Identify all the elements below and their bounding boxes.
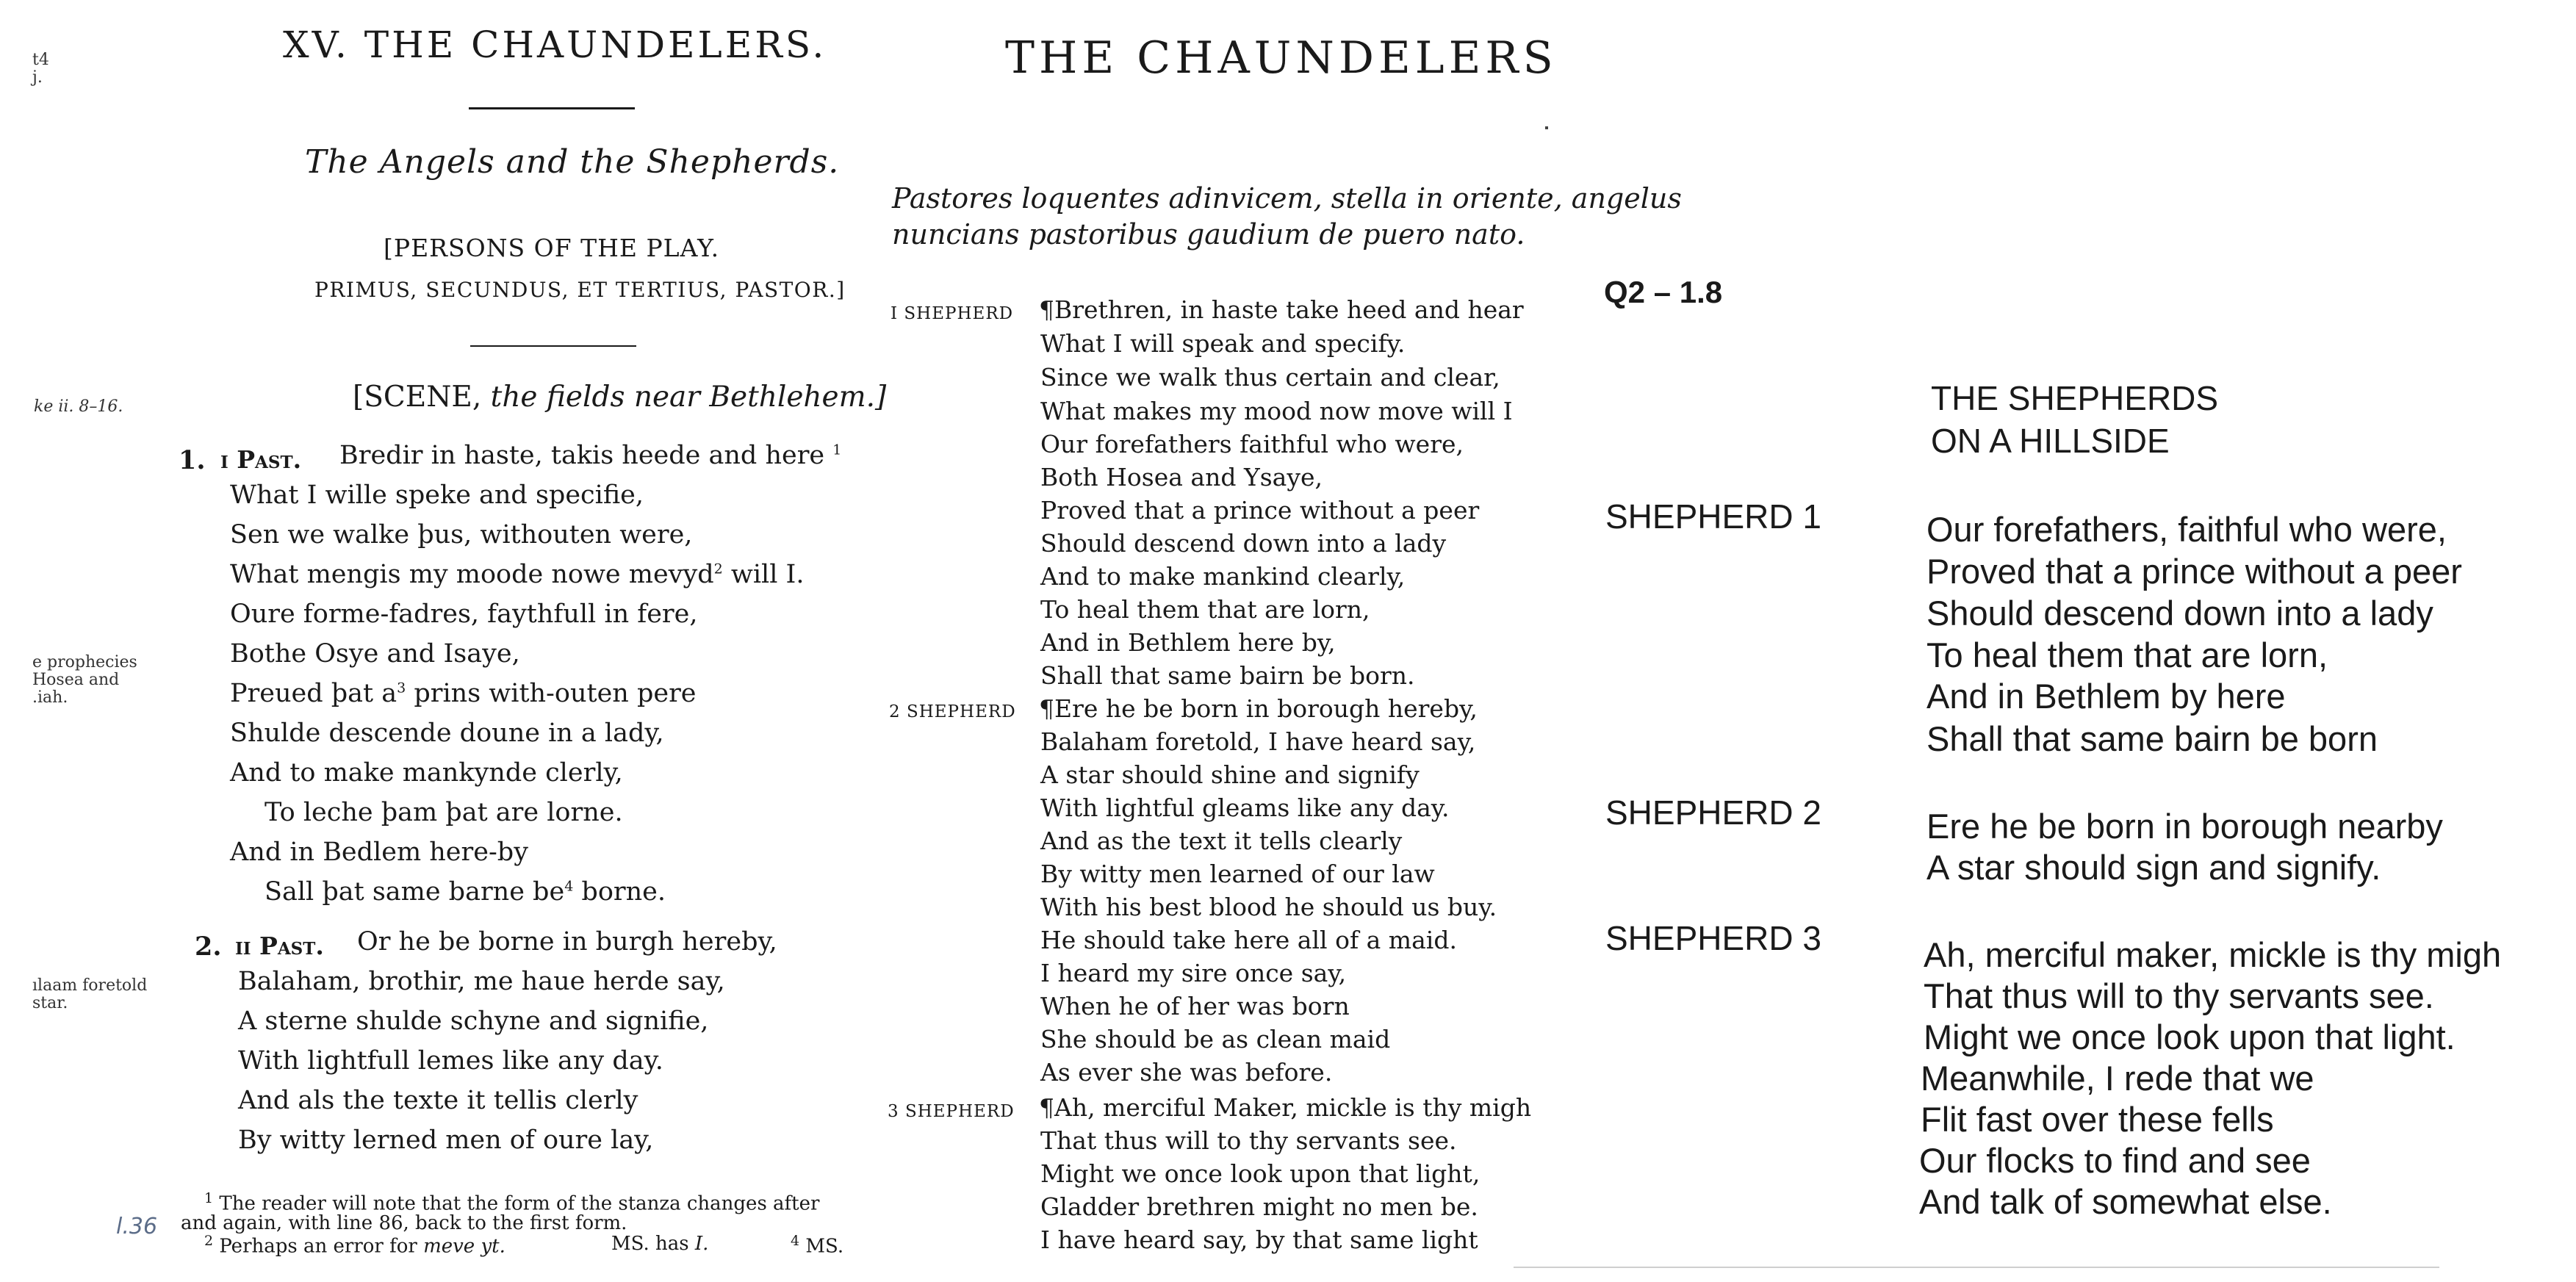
speech-line: What I will speak and specify. <box>1040 329 1406 358</box>
footnote-mark: 2 <box>713 561 723 577</box>
margin-note-balaam: ılaam foretold star. <box>32 976 148 1012</box>
part-speaker: SHEPHERD 1 <box>1605 497 1821 536</box>
verse-line-tail: will I. <box>730 560 805 589</box>
verse-line-text: What mengis my moode nowe mevyd <box>230 560 714 589</box>
speech-line: Our forefathers faithful who were, <box>1040 430 1464 458</box>
footnote-1 <box>204 1190 819 1215</box>
stage-direction-line: Pastores loquentes adinvicem, stella in oriente, angelus <box>892 182 1682 215</box>
speech-line: With lightful gleams like any day. <box>1040 793 1450 822</box>
speech-line: Balaham foretold, I have heard say, <box>1040 727 1476 756</box>
verse-line: Bothe Osye and Isaye, <box>230 639 520 669</box>
scene-heading-line: ON A HILLSIDE <box>1931 422 2170 460</box>
persons-heading: [PERSONS OF THE PLAY. <box>384 234 720 262</box>
speech-line: ¶Brethren, in haste take heed and hear <box>1039 295 1524 324</box>
speech-line: ¶Ere he be born in borough hereby, <box>1039 694 1478 723</box>
part-line: To heal them that are lorn, <box>1926 635 2328 674</box>
verse-line: And to make mankynde clerly, <box>230 758 623 788</box>
speech-line: ¶Ah, merciful Maker, mickle is thy migh <box>1039 1093 1532 1122</box>
part-line: And talk of somewhat else. <box>1919 1182 2332 1221</box>
speech-line: When he of her was born <box>1040 992 1350 1020</box>
speech-line: I heard my sire once say, <box>1040 959 1347 987</box>
verse-line: To leche þam þat are lorne. <box>265 798 623 827</box>
left-page-title: XV. THE CHAUNDELERS. <box>283 24 827 66</box>
footnote-1-continued: and again, with line 86, back to the first form. <box>181 1212 627 1234</box>
footnote-mark: 1 <box>832 442 842 458</box>
scan-edge-line <box>1514 1267 2439 1268</box>
speech-line: Gladder brethren might no men be. <box>1040 1192 1478 1221</box>
middle-page-title: THE CHAUNDELERS <box>1005 32 1558 84</box>
verse-line: By witty lerned men of oure lay, <box>238 1126 654 1155</box>
part-line: And in Bethlem by here <box>1926 677 2286 716</box>
stanza-number: 2. <box>195 932 222 962</box>
speech-line: Both Hosea and Ysaye, <box>1040 463 1323 491</box>
stanza-speaker: ii Past. <box>235 932 324 960</box>
scene-heading-line: THE SHEPHERDS <box>1931 379 2219 417</box>
part-line: Our flocks to find and see <box>1919 1141 2311 1180</box>
verse-line: And als the texte it tellis clerly <box>238 1086 638 1115</box>
scene-text: the fields near Bethlehem.] <box>490 381 887 414</box>
speech-line: To heal them that are lorn, <box>1040 595 1370 624</box>
speech-line: Since we walk thus certain and clear, <box>1040 363 1500 392</box>
scene-direction <box>353 381 886 414</box>
speech-line: I have heard say, by that same light <box>1040 1225 1478 1254</box>
part-line: Flit fast over these fells <box>1921 1100 2274 1139</box>
verse-line-text: Bredir in haste, takis heede and here <box>339 441 825 470</box>
part-line: A star should sign and signify. <box>1926 848 2381 887</box>
reference-label: Q2 – 1.8 <box>1604 275 1723 309</box>
verse-line-tail: prins with-outen pere <box>414 679 697 708</box>
speech-line: A star should shine and signify <box>1040 760 1420 789</box>
footnote-4 <box>791 1233 843 1258</box>
part-line: Shall that same bairn be born <box>1926 719 2378 758</box>
footnote-text: The reader will note that the form of the stanza changes after <box>219 1192 820 1215</box>
verse-line: What I wille speke and specifie, <box>230 480 644 510</box>
speech-line: He should take here all of a maid. <box>1040 926 1457 954</box>
footnote-emphasis: I. <box>694 1233 709 1255</box>
part-line: Ere he be born in borough nearby <box>1926 807 2443 846</box>
footnote-text: Perhaps an error for <box>219 1235 417 1258</box>
title-rule <box>469 107 635 109</box>
footnote-mark: 2 <box>204 1233 214 1249</box>
verse-line <box>265 877 666 907</box>
speaker-label: 3 SHEPHERD <box>888 1102 1015 1121</box>
part-line: Proved that a prince without a peer <box>1926 552 2462 591</box>
speech-line: As ever she was before. <box>1040 1058 1333 1087</box>
verse-line-tail: borne. <box>581 877 666 907</box>
page-speck <box>1545 126 1548 129</box>
left-page-subtitle: The Angels and the Shepherds. <box>305 143 840 181</box>
verse-line: With lightfull lemes like any day. <box>238 1046 663 1076</box>
part-line: Ah, merciful maker, mickle is thy migh <box>1924 935 2502 974</box>
footnote-text: MS. <box>805 1235 844 1258</box>
verse-line-text: Preued þat a <box>230 679 397 708</box>
footnote-mark: 1 <box>204 1190 214 1206</box>
verse-line: And in Bedlem here-by <box>230 838 528 867</box>
stanza-speaker: i Past. <box>220 445 302 474</box>
margin-note-ref: ke ii. 8–16. <box>34 397 123 416</box>
footnote-2 <box>204 1233 506 1258</box>
part-line: Meanwhile, I rede that we <box>1921 1059 2314 1098</box>
footnote-text: MS. has <box>611 1233 689 1255</box>
footnote-mark: 4 <box>791 1233 800 1249</box>
verse-line <box>230 679 697 708</box>
speech-line: Might we once look upon that light, <box>1040 1159 1481 1188</box>
speech-line: And as the text it tells clearly <box>1040 827 1403 855</box>
part-speaker: SHEPHERD 2 <box>1605 793 1821 832</box>
margin-note-prophecies: e prophecies Hosea and .iah. <box>32 653 137 707</box>
part-line: That thus will to thy servants see. <box>1924 976 2434 1015</box>
speech-line: By witty men learned of our law <box>1040 860 1435 888</box>
speech-line: What makes my mood now move will I <box>1040 397 1513 425</box>
speech-line: Shall that same bairn be born. <box>1040 661 1415 690</box>
verse-line: A sterne shulde schyne and signifie, <box>238 1006 709 1036</box>
verse-line: Oure forme-fadres, faythfull in fere, <box>230 599 698 629</box>
speech-line: And to make mankind clearly, <box>1040 562 1406 591</box>
speech-line: That thus will to thy servants see. <box>1040 1126 1457 1155</box>
verse-line: Sen we walke þus, withouten were, <box>230 520 693 550</box>
part-speaker: SHEPHERD 3 <box>1605 919 1821 957</box>
footnote-mark: 4 <box>564 878 574 895</box>
handwritten-note: l.36 <box>116 1214 158 1239</box>
speech-line: And in Bethlem here by, <box>1040 628 1336 657</box>
verse-line: Or he be borne in burgh hereby, <box>357 927 777 957</box>
verse-line <box>230 560 805 589</box>
footnote-mark: 3 <box>397 680 406 696</box>
speech-line: Should descend down into a lady <box>1040 529 1447 558</box>
part-line: Our forefathers, faithful who were, <box>1926 510 2447 549</box>
stanza-number: 1. <box>179 445 206 475</box>
scene-label: [SCENE, <box>353 381 482 414</box>
verse-line: Shulde descende doune in a lady, <box>230 719 664 748</box>
speech-line: With his best blood he should us buy. <box>1040 893 1497 921</box>
part-line: Might we once look upon that light. <box>1924 1018 2456 1056</box>
stage-direction-line: nuncians pastoribus gaudium de puero nato. <box>892 218 1525 251</box>
footnote-emphasis: meve yt. <box>423 1235 506 1258</box>
persons-rule <box>470 345 636 347</box>
footnote-3 <box>611 1233 708 1255</box>
speech-line: Proved that a prince without a peer <box>1040 496 1480 525</box>
verse-line-text: Sall þat same barne be <box>265 877 565 907</box>
persons-list: PRIMUS, SECUNDUS, ET TERTIUS, PASTOR.] <box>314 278 846 302</box>
verse-line: Balaham, brothir, me haue herde say, <box>238 967 725 996</box>
speaker-label: 2 SHEPHERD <box>889 702 1016 721</box>
speaker-label: I SHEPHERD <box>891 304 1014 323</box>
verse-line <box>339 441 841 470</box>
corner-mark: t4 j. <box>32 51 49 87</box>
speech-line: She should be as clean maid <box>1040 1025 1391 1054</box>
part-line: Should descend down into a lady <box>1926 594 2433 633</box>
